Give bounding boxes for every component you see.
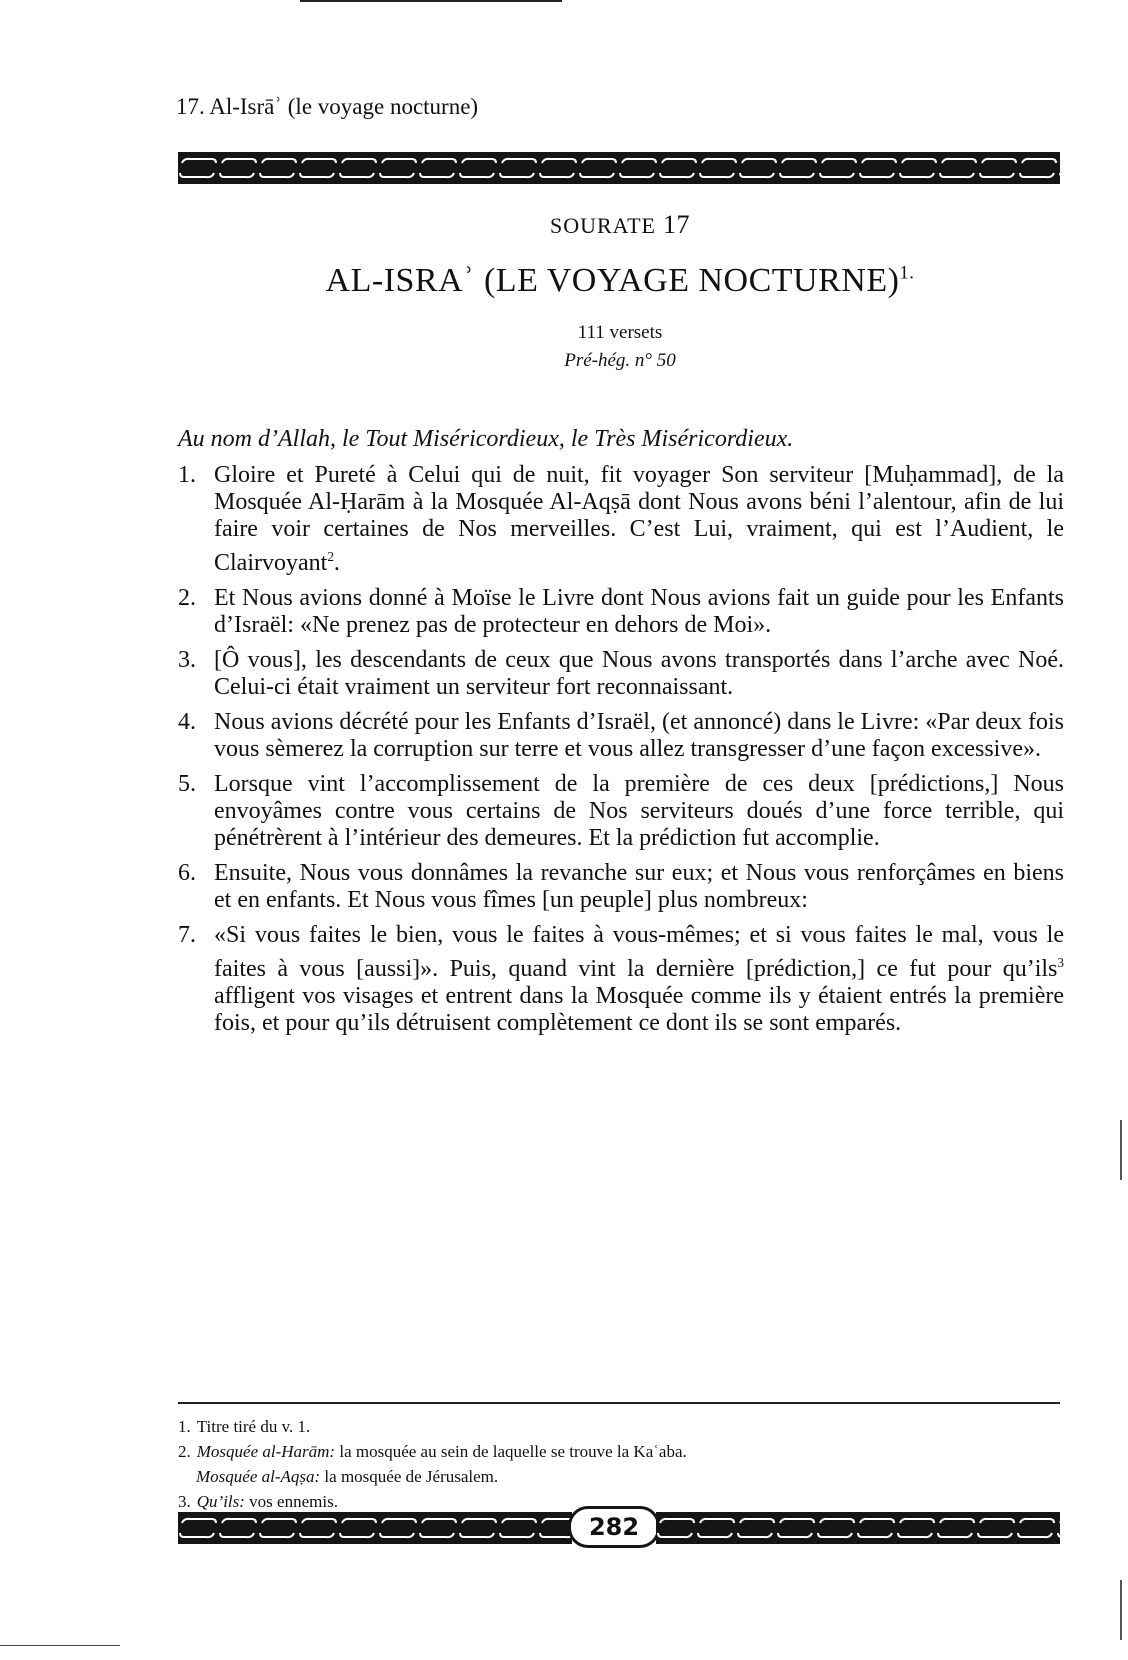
sourate-number: 17 (663, 210, 690, 239)
verse-number: 7. (178, 922, 196, 948)
verse-text: Et Nous avions donné à Moïse le Livre dont Nous avions fait un guide pour les Enfants d’Israël: «Ne prenez pas de protecteur en dehors de Moi». (214, 585, 1064, 638)
footnote-term: Mosquée al-Harām: (196, 1442, 336, 1461)
chain-ornament (656, 1512, 1060, 1544)
footnote-item (178, 1439, 1060, 1464)
verse-text: Ensuite, Nous vous donnâmes la revanche sur eux; et Nous vous renforçâmes en biens et en enfants. Et Nous vous fîmes [un peuple] plus nombreux: (214, 860, 1064, 913)
verse-text: «Si vous faites le bien, vous le faites à vous-mêmes; et si vous faites le mal, vous le faites à vous [aussi]». Puis, quand vint la dernière [prédiction,] ce fut pour qu’ils (214, 922, 1064, 982)
verse-item (160, 922, 1064, 1037)
chain-ornament (178, 152, 1060, 184)
scan-corner-tick (0, 1645, 120, 1646)
verse-number: 6. (178, 860, 196, 886)
footnote-item (178, 1414, 1060, 1439)
title-footnote-ref[interactable]: 1. (899, 262, 915, 284)
verse-list (160, 462, 1064, 1045)
sourate-title (0, 262, 1128, 300)
footnote-text: vos ennemis. (244, 1492, 338, 1511)
verse-item (160, 860, 1064, 914)
verse-text: [Ô vous], les descendants de ceux que Nous avons transportés dans l’arche avec Noé. Celui-ci était vraiment un serviteur fort reconnaissant. (214, 647, 1064, 700)
hegire-order: Pré-hég. n° 50 (564, 350, 676, 371)
footnote-text: la mosquée au sein de laquelle se trouve la Kaʿaba. (335, 1442, 687, 1461)
verse-number: 4. (178, 709, 196, 735)
footnote-number: 1. (178, 1417, 191, 1436)
footnote-text: la mosquée de Jérusalem. (320, 1467, 499, 1486)
chain-ornament (178, 1512, 572, 1544)
verse-number: 1. (178, 462, 196, 488)
footnote-text: Titre tiré du v. 1. (196, 1417, 311, 1436)
footnote-number: 3. (178, 1492, 191, 1511)
verse-item (160, 585, 1064, 639)
verse-item (160, 647, 1064, 701)
verse-count: 111 versets (577, 322, 663, 343)
ornamental-band-bottom-left (178, 1512, 572, 1544)
verse-number: 5. (178, 771, 196, 797)
scan-edge-mark (1120, 1120, 1122, 1180)
verse-text-end: . (333, 550, 340, 576)
footnote-item (178, 1464, 1060, 1489)
footnote-rule (178, 1402, 1060, 1404)
ornamental-band-bottom-right (656, 1512, 1060, 1544)
page-number: 282 (568, 1506, 660, 1548)
footnote-term: Mosquée al-Aqṣa: (196, 1467, 321, 1486)
sourate-label (0, 210, 1128, 240)
verse-item (160, 462, 1064, 577)
verse-number: 3. (178, 647, 196, 673)
verse-item (160, 709, 1064, 763)
running-head: 17. Al-Isrāʾ (le voyage nocturne) (176, 94, 479, 119)
sourate-label-word: SOURATE (549, 213, 656, 238)
verse-item (160, 771, 1064, 852)
scan-edge-mark (1120, 1580, 1122, 1640)
verse-number: 2. (178, 585, 196, 611)
top-rule (300, 0, 562, 2)
footnote-term: Qu’ils: (196, 1492, 245, 1511)
footnote-ref[interactable]: 2 (327, 549, 334, 564)
footnote-ref[interactable]: 3 (1057, 955, 1064, 970)
footnotes (178, 1414, 1060, 1514)
ornamental-band-top (178, 152, 1060, 184)
verse-text: Lorsque vint l’accomplissement de la première de ces deux [prédictions,] Nous envoyâmes contre vous certains de Nos serviteurs doués d’une force terrible, qui pénétrèrent à l’intérieur des demeures. Et la prédiction fut accomplie. (214, 771, 1064, 851)
basmala: Au nom d’Allah, le Tout Miséricordieux, le Très Miséricordieux. (178, 426, 794, 452)
verse-text: Gloire et Pureté à Celui qui de nuit, fit voyager Son serviteur [Muḥammad], de la Mosquée Al-Ḥarām à la Mosquée Al-Aqṣā dont Nous avons béni l’alentour, afin de lui faire voir certaines de Nos merveilles. C’est Lui, vraiment, qui est l’Audient, le Clairvoyant (214, 462, 1064, 576)
verse-text: Nous avions décrété pour les Enfants d’Israël, (et annoncé) dans le Livre: «Par deux fois vous sèmerez la corruption sur terre et vous allez transgresser d’une façon excessive». (214, 709, 1064, 762)
verse-text-end: affligent vos visages et entrent dans la Mosquée comme ils y étaient entrés la première fois, et pour qu’ils détruisent complètement ce dont ils se sont emparés. (214, 983, 1064, 1036)
footnote-number: 2. (178, 1442, 191, 1461)
sourate-title-text: AL-ISRAʾ (LE VOYAGE NOCTURNE) (325, 262, 900, 299)
